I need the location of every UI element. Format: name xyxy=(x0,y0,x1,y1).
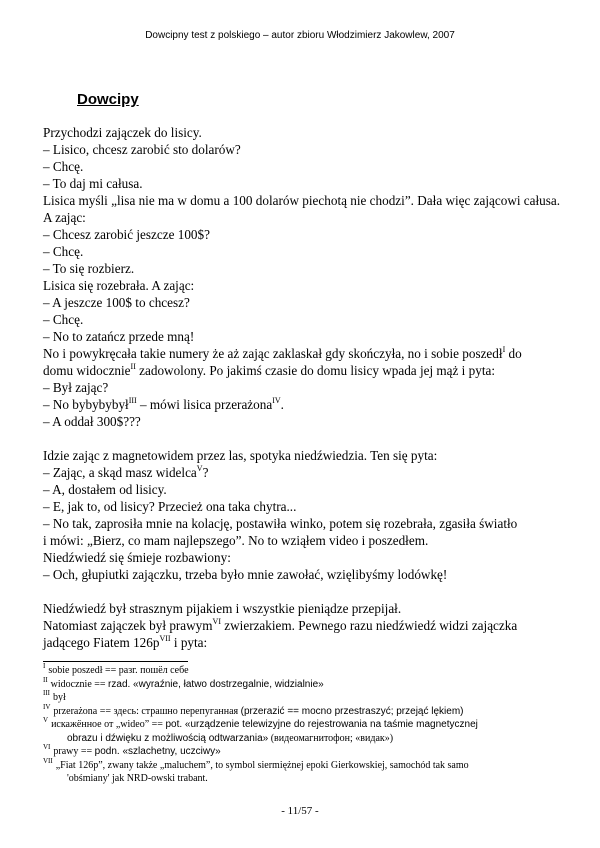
footnote-1 xyxy=(43,664,568,678)
footnote-4 xyxy=(43,702,568,719)
footnote-mark: I xyxy=(43,662,46,670)
page-number: - 11/57 - xyxy=(281,805,319,817)
text-line xyxy=(43,345,568,362)
text-line: – A jeszcze 100$ to chcesz? xyxy=(43,295,190,310)
joke-paragraph-2 xyxy=(43,447,568,583)
jokes-body xyxy=(43,124,568,668)
footnote-ref[interactable]: VII xyxy=(159,634,171,643)
joke-paragraph-1 xyxy=(43,124,568,430)
text-run: zwierzakiem. Pewnego razu niedźwiedź widzi zajączka xyxy=(221,618,518,633)
text-run: domu widocznie xyxy=(43,363,131,378)
footnote-text: pot. «urządzenie telewizyjne do rejestrowania na taśmie magnetycznej xyxy=(165,719,478,730)
text-run: ? xyxy=(202,465,209,480)
text-run: – Zając, a skąd masz widelca xyxy=(43,465,197,480)
footnote-text: „Fiat 126p”, zwany także „maluchem”, to symbol siermiężnej epoki Gierkowskiej, samochód tak samo xyxy=(55,759,469,771)
footnote-continuation xyxy=(43,732,568,746)
footnote-ref[interactable]: V xyxy=(196,464,203,473)
footnote-7 xyxy=(43,756,568,786)
footnote-3 xyxy=(43,691,568,705)
footnote-text: przerażona == здесь: страшно перепуганная xyxy=(53,705,241,717)
text-line: i mówi: „Bierz, co mam najlepszego”. No to wziąłem video i poszedłem. xyxy=(43,533,429,548)
footnote-text: sobie poszedł == разг. пошёл себе xyxy=(48,665,189,676)
text-line: – Och, głupiutki zajączku, trzeba było mnie zawołać, wzięlibyśmy lodówkę! xyxy=(43,567,448,582)
footnote-ref[interactable]: II xyxy=(130,362,136,371)
footnote-text: był xyxy=(53,692,66,703)
text-line: – Chcę. xyxy=(43,159,84,174)
text-line: Przychodzi zajączek do lisicy. xyxy=(43,125,202,140)
text-run: – No bybybybył xyxy=(43,397,129,412)
footnote-mark: VII xyxy=(43,756,53,765)
footnote-mark: V xyxy=(43,716,49,724)
text-line xyxy=(43,617,568,634)
text-line xyxy=(43,464,568,481)
footnote-6 xyxy=(43,745,568,759)
text-line: Lisica myśli „lisa nie ma w domu a 100 dolarów piechotą nie chodzi”. Dała więc zającowi całusa. xyxy=(43,193,561,208)
footnote-ref[interactable]: III xyxy=(128,396,137,405)
text-run: . xyxy=(280,397,284,412)
text-run: Natomiast zajączek był prawym xyxy=(43,618,213,633)
footnote-mark: IV xyxy=(43,702,51,711)
text-line: – To daj mi całusa. xyxy=(43,176,143,191)
text-line: – Chcesz zarobić jeszcze 100$? xyxy=(43,227,210,242)
footnote-mark: VI xyxy=(43,743,51,751)
footnote-text: obrazu i dźwięku z możliwością odtwarzania» xyxy=(67,732,269,744)
text-line: – No to zatańcz przede mną! xyxy=(43,329,195,344)
text-run: jadącego Fiatem 126p xyxy=(43,635,160,650)
section-heading: Dowcipy xyxy=(77,91,139,108)
text-run: No i powykręcała takie numery że aż zając zaklaskał gdy skończyła, no i sobie poszedł xyxy=(43,346,503,361)
footnote-text: rzad. «wyraźnie, łatwo dostrzegalnie, widzialnie» xyxy=(108,678,324,690)
text-line: – E, jak to, od lisicy? Przecież ona taka chytra... xyxy=(43,499,297,514)
text-run: i pyta: xyxy=(170,635,208,650)
text-line: – Lisico, chcesz zarobić sto dolarów? xyxy=(43,142,241,157)
text-line: – Był zając? xyxy=(43,380,109,395)
text-run: zadowolony. Po jakimś czasie do domu lisicy wpada jej mąż i pyta: xyxy=(135,363,496,378)
footnote-mark: III xyxy=(43,689,50,697)
footnote-text: podn. «szlachetny, uczciwy» xyxy=(94,746,221,757)
text-line: – A, dostałem od lisicy. xyxy=(43,482,167,497)
text-line: Niedźwiedź był strasznym pijakiem i wszystkie pieniądze przepijał. xyxy=(43,601,402,616)
text-line: – Chcę. xyxy=(43,312,84,327)
footnote-continuation: 'obśmiany' jak NRD-owski trabant. xyxy=(67,773,208,784)
footnote-mark: II xyxy=(43,675,48,684)
text-line: Niedźwiedź się śmieje rozbawiony: xyxy=(43,550,231,565)
footnote-text: prawy == xyxy=(53,746,95,757)
footnote-text: (przerazić == mocno przestraszyć; przejąć lękiem) xyxy=(240,705,464,717)
text-line: Idzie zając z magnetowidem przez las, spotyka niedźwiedzia. Ten się pyta: xyxy=(43,448,438,463)
footnote-ref[interactable]: I xyxy=(502,345,506,354)
text-run: do xyxy=(505,346,522,361)
footnote-5 xyxy=(43,718,568,745)
text-line: Lisica się rozebrała. A zając: xyxy=(43,278,195,293)
footnote-ref[interactable]: VI xyxy=(212,617,221,626)
running-header: Dowcipny test z polskiego – autor zbioru Włodzimierz Jakowlew, 2007 xyxy=(145,30,455,41)
footnote-text: widocznie == xyxy=(50,678,109,690)
text-line: – No tak, zaprosiła mnie na kolację, postawiła winko, potem się rozebrała, zgasiła światło xyxy=(43,516,518,531)
text-line xyxy=(43,362,568,379)
footnotes xyxy=(43,664,568,786)
text-line: A zając: xyxy=(43,210,86,225)
footnote-2 xyxy=(43,675,568,692)
joke-paragraph-3 xyxy=(43,600,568,651)
text-line: – A oddał 300$??? xyxy=(43,414,141,429)
footnote-text: (видеомагнитофон; «видак») xyxy=(268,732,394,744)
text-line: – Chcę. xyxy=(43,244,84,259)
text-run: – mówi lisica przerażona xyxy=(136,397,273,412)
text-line: – To się rozbierz. xyxy=(43,261,135,276)
text-line xyxy=(43,634,568,651)
footnote-ref[interactable]: IV xyxy=(272,396,281,405)
text-line xyxy=(43,396,568,413)
footnote-divider xyxy=(43,661,188,662)
footnote-text: искажённое от „wideo” == xyxy=(51,719,166,730)
